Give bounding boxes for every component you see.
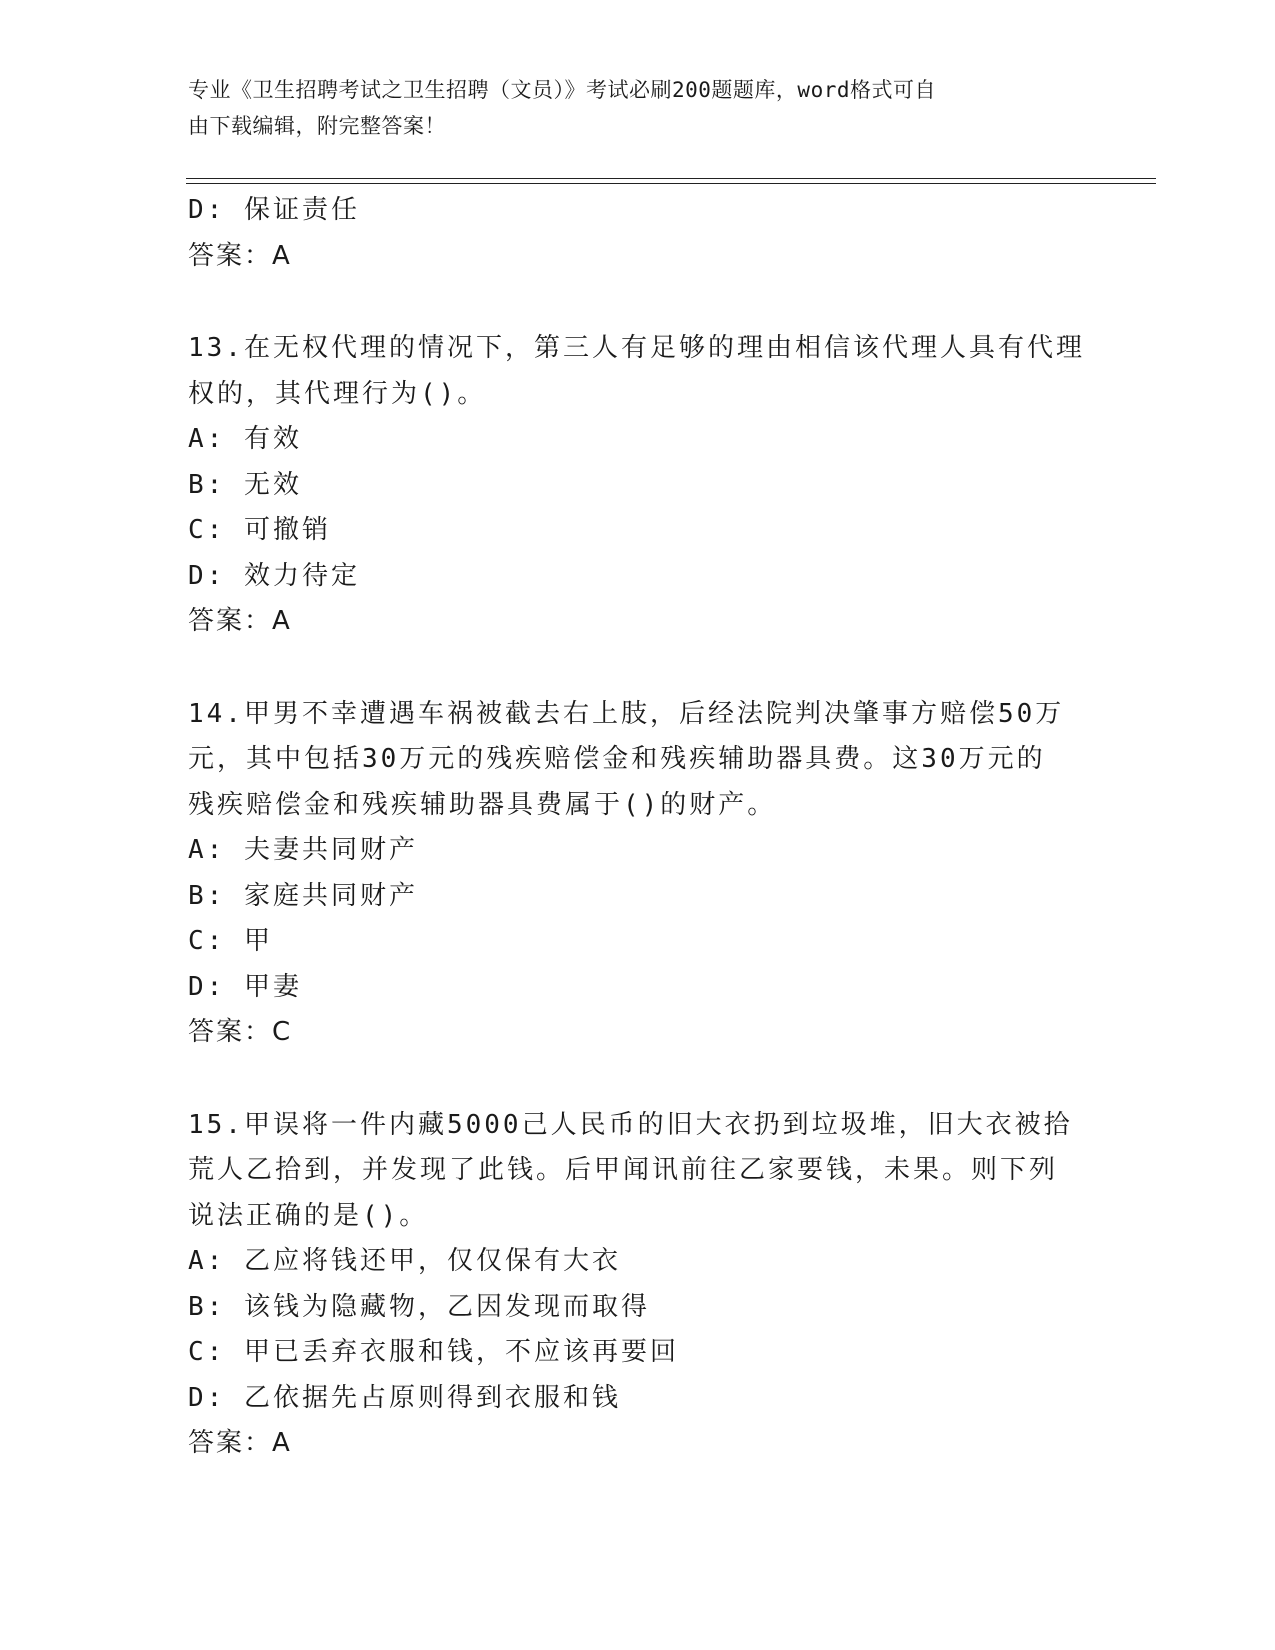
- document-header: [188, 72, 1068, 144]
- question-13: [188, 326, 1088, 645]
- previous-answer: 答案：A: [188, 240, 292, 271]
- option-b: B: 无效: [188, 469, 302, 500]
- header-line-2: 由下载编辑，附完整答案！: [188, 114, 446, 138]
- header-divider-bottom: [186, 183, 1156, 184]
- option-c: C: 甲: [188, 926, 273, 956]
- answer: 答案：C: [188, 1017, 293, 1047]
- answer: 答案：A: [188, 606, 292, 636]
- option-c: C: 甲已丢弃衣服和钱，不应该再要回: [188, 1337, 679, 1367]
- option-b: B: 该钱为隐藏物，乙因发现而取得: [188, 1291, 650, 1322]
- spacer: [188, 279, 1088, 326]
- spacer: [188, 1056, 1088, 1103]
- option-d: D: 乙依据先占原则得到衣服和钱: [188, 1382, 621, 1413]
- spacer: [188, 645, 1088, 692]
- question-stem-line: 13.在无权代理的情况下，第三人有足够的理由相信该代理人具有代理: [188, 333, 1085, 363]
- option-a: A: 夫妻共同财产: [188, 835, 418, 865]
- option-d: D: 效力待定: [188, 560, 360, 591]
- question-stem-line: 残疾赔偿金和残疾辅助器具费属于()的财产。: [188, 789, 777, 820]
- option-a: A: 有效: [188, 424, 302, 454]
- question-15: [188, 1103, 1088, 1467]
- question-stem-line: 15.甲误将一件内藏5000己人民币的旧大衣扔到垃圾堆，旧大衣被拾: [188, 1109, 1073, 1140]
- question-content: [188, 188, 1088, 1467]
- option-b: B: 家庭共同财产: [188, 880, 418, 911]
- question-stem-line: 14.甲男不幸遭遇车祸被截去右上肢，后经法院判决肇事方赔偿50万: [188, 698, 1065, 729]
- question-stem-line: 权的，其代理行为()。: [188, 378, 487, 409]
- answer: 答案：A: [188, 1428, 292, 1458]
- question-stem-line: 元，其中包括30万元的残疾赔偿金和残疾辅助器具费。这30万元的: [188, 744, 1046, 774]
- option-c: C: 可撤销: [188, 515, 331, 545]
- question-stem-line: 荒人乙拾到，并发现了此钱。后甲闻讯前往乙家要钱，未果。则下列: [188, 1155, 1059, 1185]
- option-d: D: 甲妻: [188, 971, 302, 1002]
- question-14: [188, 692, 1088, 1056]
- question-stem-line: 说法正确的是()。: [188, 1200, 429, 1231]
- header-divider-top: [186, 178, 1156, 179]
- previous-option-d: D: 保证责任: [188, 195, 360, 225]
- option-a: A: 乙应将钱还甲，仅仅保有大衣: [188, 1246, 621, 1276]
- header-line-1: 专业《卫生招聘考试之卫生招聘（文员）》考试必刷200题题库，word格式可自: [188, 78, 936, 102]
